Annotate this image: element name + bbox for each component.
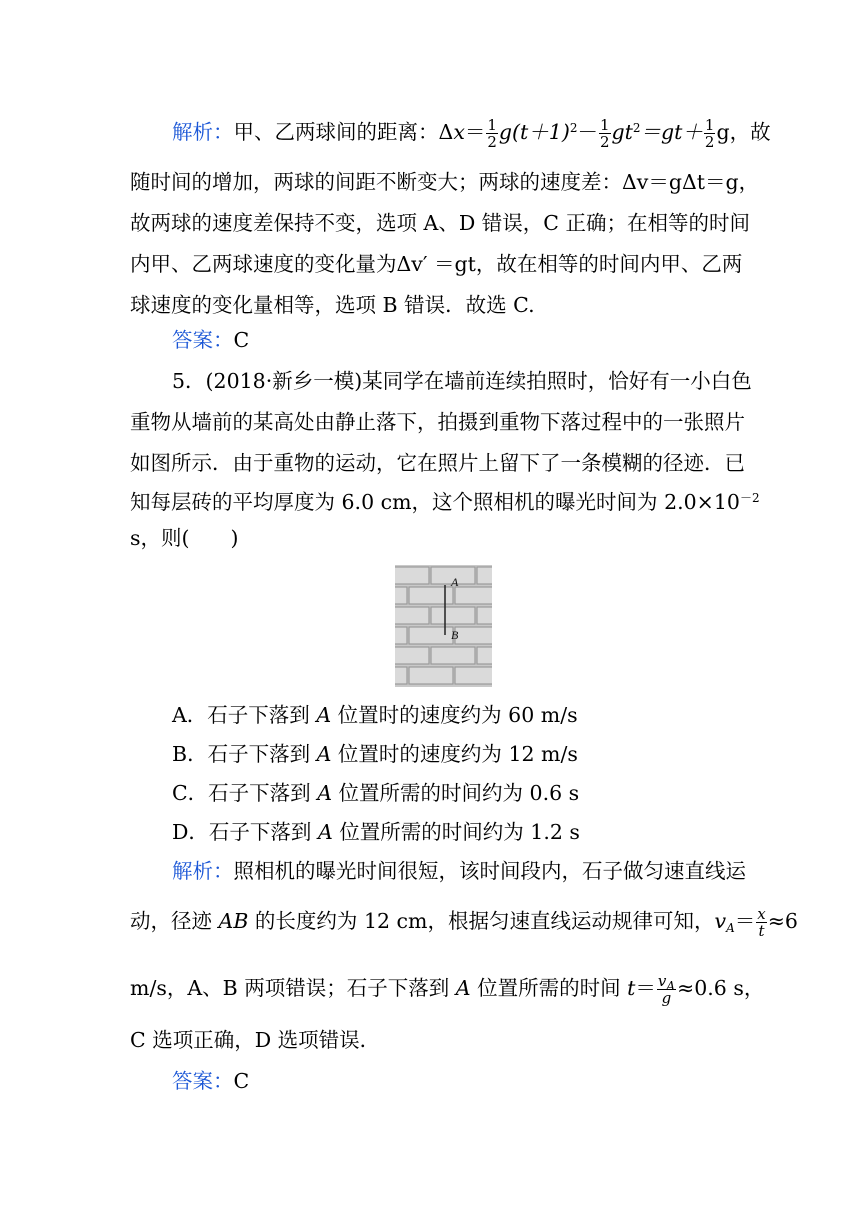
analysis-2-line-1 [172,857,746,885]
brick-wall-image [395,565,492,687]
question-line-5: s，则( ) [130,526,239,550]
text: ＝ [464,120,486,144]
option-c: C．石子下落到 A 位置所需的时间约为 0.6 s [172,781,580,805]
answer-1 [172,326,732,354]
question-line-2: 重物从墙前的某高处由静止落下，拍摄到重物下落过程中的一张照片 [130,410,745,434]
analysis-2-line-4: C 选项正确，D 选项错误． [130,1028,381,1052]
text: 知每层砖的平均厚度为 6.0 cm，这个照相机的曝光时间为 2.0×10 [130,490,740,514]
exponent: 2 [632,121,641,135]
exponent: 2 [569,121,578,135]
point-b-label: B [451,628,459,642]
analysis-1-line-4: 内甲、乙两球速度的变化量为Δv′ ＝gt，故在相等的时间内甲、乙两 [130,252,743,276]
analysis-2-line-3: m/s，A、B 两项错误；石子下落到 A 位置所需的时间 t＝ $\frac{v_A}{g}$ ≈0.6 s， [130,972,765,1007]
analysis-label: 解析： [172,859,234,883]
text: 照相机的曝光时间很短，该时间段内，石子做匀速直线运 [233,859,746,883]
fraction-half: $\frac{1}{2}$ [487,116,497,151]
expr: ＝gt＋ [640,120,703,144]
fraction-half: $\frac{1}{2}$ [599,116,610,151]
answer-label: 答案： [172,328,234,352]
answer-value: C [233,328,250,352]
text: 甲、乙两球间的距离：Δ [233,120,454,144]
fraction-half: $\frac{1}{2}$ [704,116,715,151]
analysis-1-line-1 [172,116,771,151]
fraction-x-over-t: $\frac{x}{t}$ [757,905,766,940]
var-x: x [453,120,465,144]
analysis-2-line-2: 动，径迹 AB 的长度约为 12 cm，根据匀速直线运动规律可知，$v_A=$ $\frac{x}{t}$ ≈6 [130,905,798,940]
option-a: A．石子下落到 A 位置时的速度约为 60 m/s [172,703,578,727]
analysis-1-line-3: 故两球的速度差保持不变，选项 A、D 错误，C 正确；在相等的时间 [130,211,750,235]
analysis-1-line-5: 球速度的变化量相等，选项 B 错误．故选 C. [130,293,535,317]
analysis-label: 解析： [172,120,234,144]
expr: g(t＋1) [498,120,570,144]
option-d: D．石子下落到 A 位置所需的时间约为 1.2 s [172,820,580,844]
text: g，故 [716,120,771,144]
question-line-1: 5．(2018·新乡一模)某同学在墙前连续拍照时，恰好有一小白色 [172,369,752,393]
brick-wall-photo [395,565,492,687]
answer-label: 答案： [172,1069,234,1093]
question-line-3: 如图所示．由于重物的运动，它在照片上留下了一条模糊的径迹．已 [130,451,745,475]
exponent: －2 [739,491,760,505]
point-a-label: A [451,575,459,589]
fraction-va-over-g: $\frac{v_A}{g}$ [657,972,676,1007]
text: － [577,120,598,144]
option-b: B．石子下落到 A 位置时的速度约为 12 m/s [172,742,578,766]
answer-2 [172,1067,732,1095]
answer-value: C [233,1069,250,1093]
expr: gt [611,120,633,144]
analysis-1-line-2: 随时间的增加，两球的间距不断变大；两球的速度差：Δv＝gΔt＝g， [130,170,760,194]
question-line-4 [130,488,760,516]
